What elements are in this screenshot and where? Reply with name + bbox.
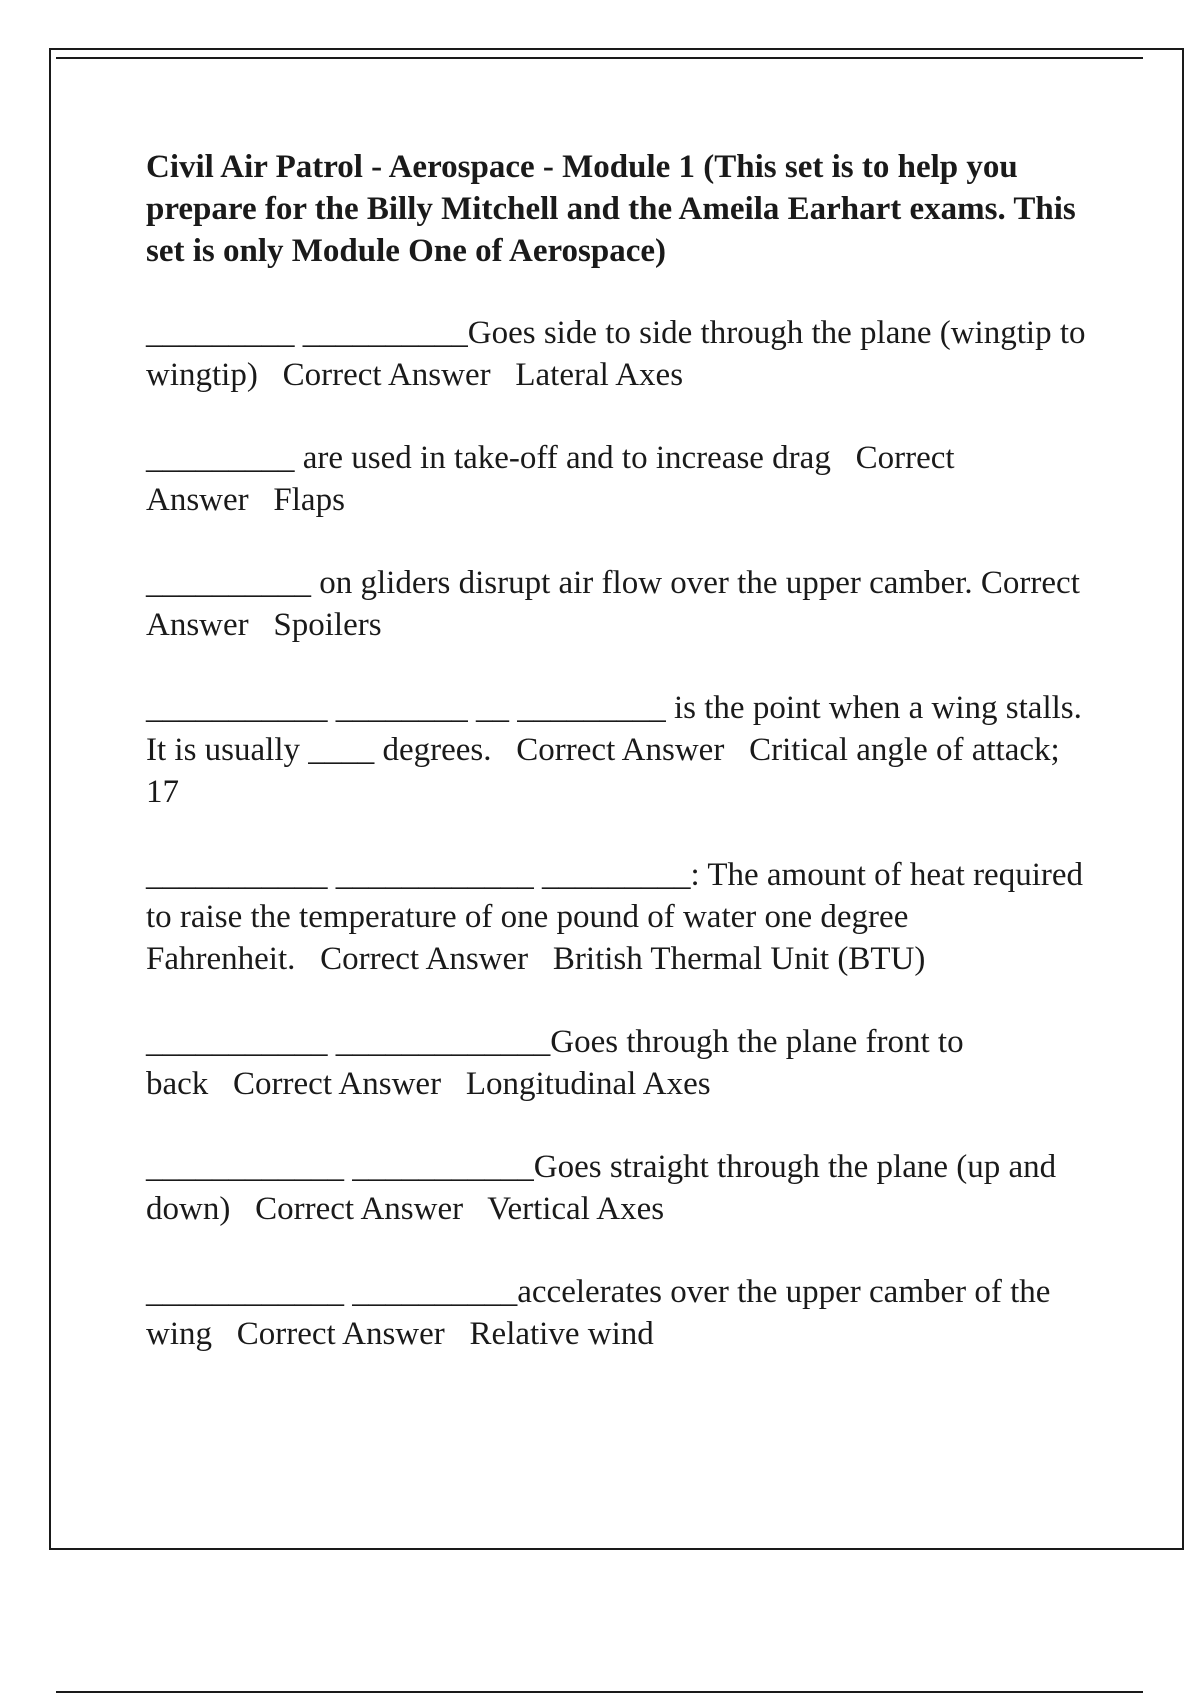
answer-text: Spoilers (273, 607, 382, 643)
answer-label: Correct Answer (516, 732, 725, 768)
answer-label: Correct Answer (146, 565, 1087, 643)
document-body (146, 146, 1096, 1396)
qa-item (146, 1146, 1096, 1230)
qa-item (146, 312, 1096, 396)
answer-label: Correct Answer (255, 1191, 464, 1227)
answer-text: Lateral Axes (515, 357, 684, 393)
question-prompt: ___________ _____________Goes through the plane front to back (146, 1024, 972, 1102)
answer-text: Vertical Axes (487, 1191, 665, 1227)
answer-text: Flaps (273, 482, 345, 518)
qa-item (146, 562, 1096, 646)
answer-text: Longitudinal Axes (465, 1066, 711, 1102)
qa-item (146, 1271, 1096, 1355)
qa-item (146, 437, 1096, 521)
answer-text: British Thermal Unit (BTU) (552, 941, 926, 977)
answer-label: Correct Answer (282, 357, 491, 393)
top-rule (56, 57, 1143, 59)
question-prompt: ____________ __________accelerates over the upper camber of the wing (146, 1274, 1059, 1352)
question-prompt: _________ are used in take-off and to increase drag (146, 440, 831, 476)
qa-item (146, 687, 1096, 813)
answer-text: Critical angle of attack; 17 (146, 732, 1068, 810)
qa-item (146, 854, 1096, 980)
question-prompt: ____________ ___________Goes straight through the plane (up and down) (146, 1149, 1065, 1227)
question-prompt: ___________ ____________ _________: The amount of heat required to raise the temperature of one pound of water one degree Fahrenheit. (146, 857, 1092, 977)
qa-item (146, 1021, 1096, 1105)
answer-label: Correct Answer (236, 1316, 445, 1352)
question-prompt: __________ on gliders disrupt air flow over the upper camber. (146, 565, 973, 601)
question-prompt: _________ __________Goes side to side through the plane (wingtip to wingtip) (146, 315, 1094, 393)
answer-text: Relative wind (469, 1316, 654, 1352)
question-prompt: ___________ ________ __ _________ is the point when a wing stalls. It is usually ____ degrees. (146, 690, 1091, 768)
answer-label: Correct Answer (320, 941, 529, 977)
answer-label: Correct Answer (233, 1066, 442, 1102)
bottom-rule (56, 1691, 1143, 1693)
document-title: Civil Air Patrol - Aerospace - Module 1 (This set is to help you prepare for the Billy Mitchell and the Ameila Earhart exams. This set is only Module One of Aerospace) (146, 149, 1076, 269)
answer-label: Correct Answer (146, 440, 961, 518)
